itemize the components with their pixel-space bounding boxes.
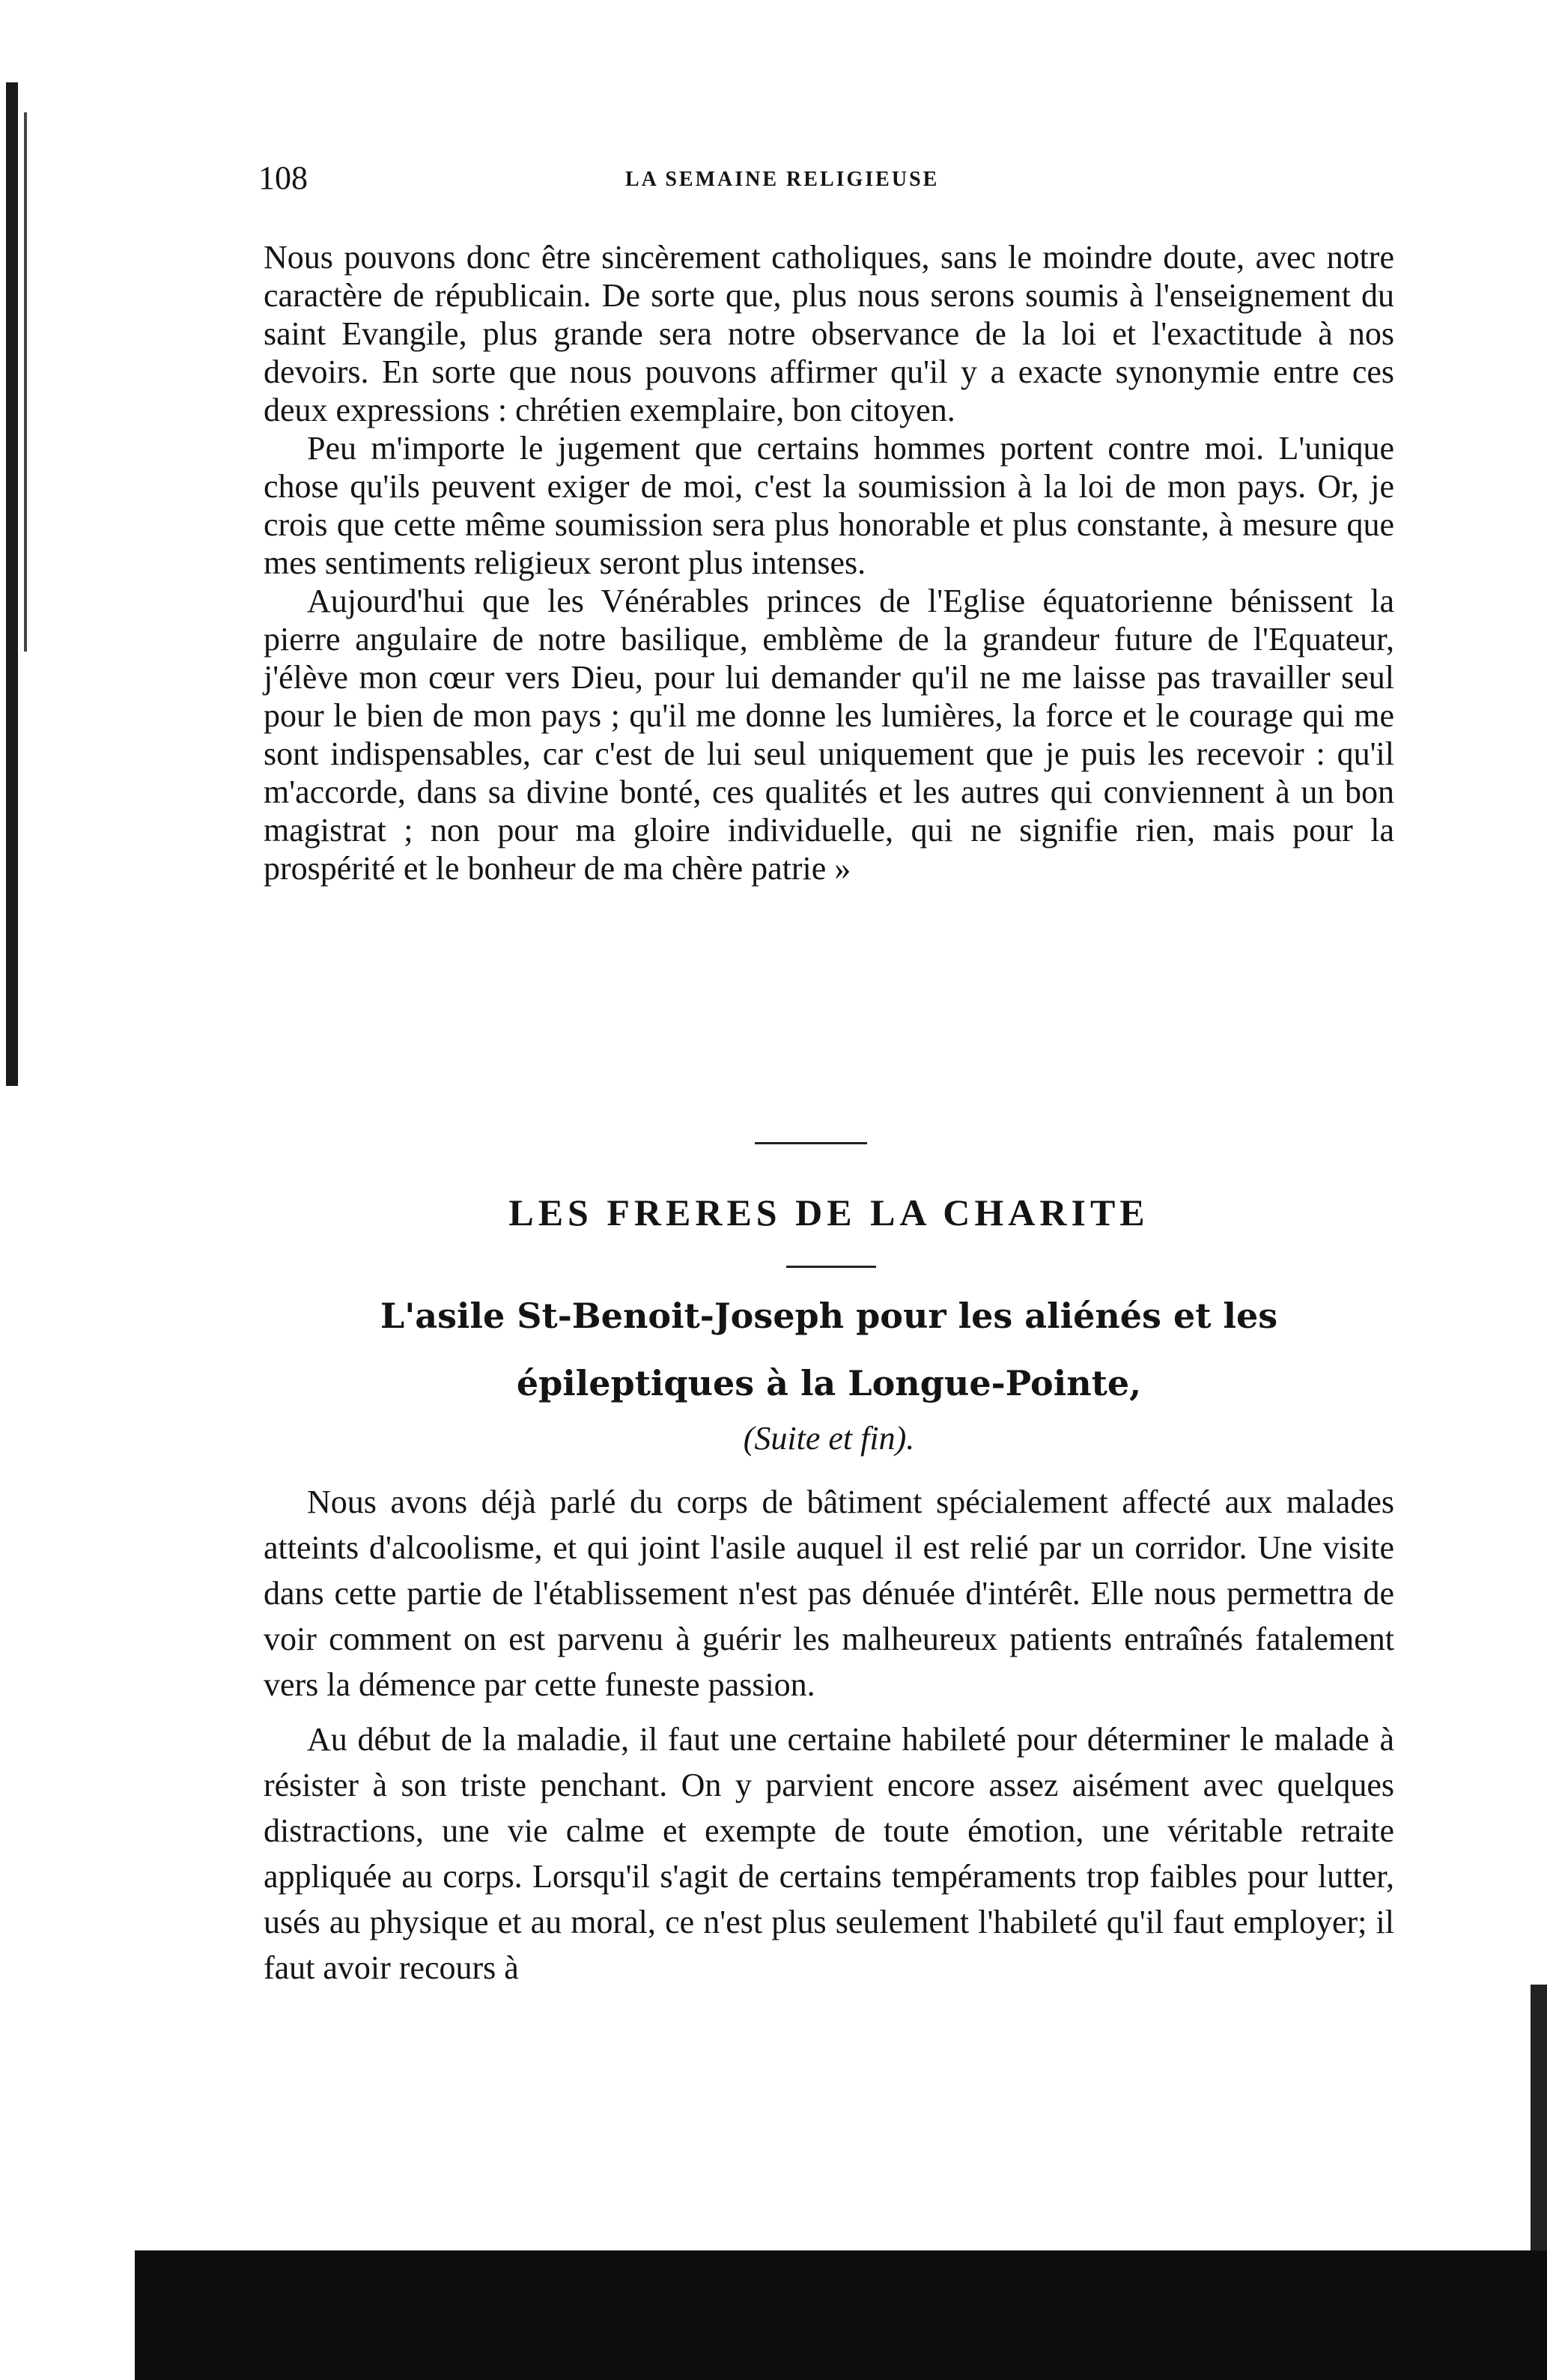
paragraph: Peu m'importe le jugement que certains hommes portent contre moi. L'unique chose qu'ils peuvent exiger de moi, c'est la soumission à la loi de mon pays. Or, je crois que cette même soumission sera plus honorable et plus constante, à mesure que mes sentiments religieux seront plus intenses. [264, 430, 1394, 581]
page-number: 108 [258, 160, 308, 196]
article-title-line2: épileptiques à la Longue-Pointe, [516, 1363, 1142, 1403]
body-text-part2 [264, 1479, 1394, 2000]
body-text-part1 [264, 238, 1394, 887]
article-note: (Suite et fin). [743, 1420, 915, 1457]
paragraph: Au début de la maladie, il faut une certaine habileté pour déterminer le malade à résister à son triste penchant. On y parvient encore assez aisément avec quelques distractions, une vie calme et exempte de toute émotion, une véritable retraite appliquée au corps. Lorsqu'il s'agit de certains tempéraments trop faibles pour lutter, usés au physique et au moral, ce n'est plus seulement l'habileté qu'il faut employer; il faut avoir recours à [264, 1721, 1394, 1986]
article-title-line1: L'asile St-Benoit-Joseph pour les aliénés et les [380, 1296, 1278, 1336]
page-header [258, 159, 1367, 204]
scan-left-edge-shadow [6, 82, 18, 1086]
ornament-rule [755, 1142, 867, 1144]
scan-left-edge-line [24, 112, 27, 652]
paragraph: Aujourd'hui que les Vénérables princes de l'Eglise équatorienne bénissent la pierre angulaire de notre basilique, emblème de la grandeur future de l'Equateur, j'élève mon cœur vers Dieu, pour lui demander qu'il ne me laisse pas travailler seul pour le bien de mon pays ; qu'il me donne les lumières, la force et le courage qui me sont indispensables, car c'est de lui seul uniquement que je puis les recevoir : qu'il m'accorde, dans sa divine bonté, ces qualités et les autres qui conviennent à un bon magistrat ; non pour ma gloire individuelle, qui ne signifie rien, mais pour la prospérité et le bonheur de ma chère patrie » [264, 583, 1394, 887]
scan-bottom-shadow [135, 2250, 1547, 2380]
section-title: LES FRERES DE LA CHARITE [508, 1191, 1149, 1233]
title-rule [786, 1266, 876, 1268]
running-head: LA SEMAINE RELIGIEUSE [625, 168, 940, 191]
paragraph: Nous avons déjà parlé du corps de bâtiment spécialement affecté aux malades atteints d'alcoolisme, et qui joint l'asile auquel il est relié par un corridor. Une visite dans cette partie de l'établissement n'est pas dénuée d'intérêt. Elle nous permettra de voir comment on est parvenu à guérir les malheureux patients entraînés fatalement vers la démence par cette funeste passion. [264, 1484, 1394, 1703]
paragraph: Nous pouvons donc être sincèrement catholiques, sans le moindre doute, avec notre caractère de républicain. De sorte que, plus nous serons soumis à l'enseignement du saint Evangile, plus grande sera notre observance de la loi et l'exactitude à nos devoirs. En sorte que nous pouvons affirmer qu'il y a exacte synonymie entre ces deux expressions : chrétien exemplaire, bon citoyen. [264, 239, 1394, 428]
